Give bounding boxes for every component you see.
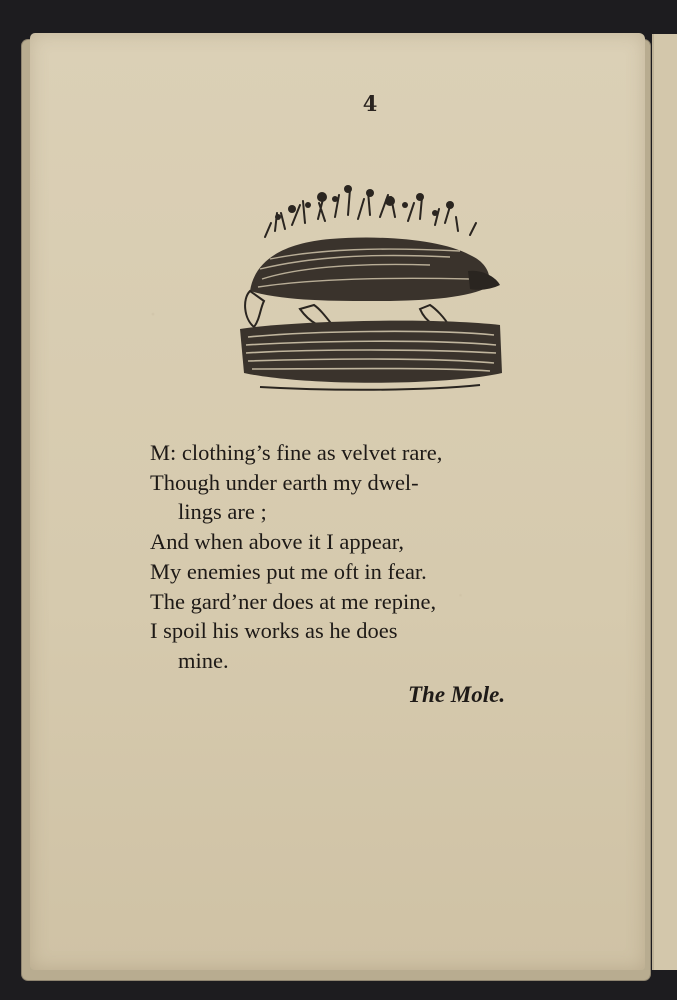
mole-woodcut-icon (230, 159, 510, 399)
poem-line: I spoil his works as he does (150, 618, 398, 644)
poem-line: My enemies put me oft in fear. (150, 558, 427, 584)
poem-line: mine. (178, 647, 229, 673)
book-page (30, 33, 645, 970)
poem-line: Though under earth my dwel- (150, 469, 419, 495)
poem-text (150, 438, 590, 676)
poem-caption: The Mole. (408, 682, 506, 707)
poem-line: lings are ; (178, 499, 267, 525)
poem-line: The gard’ner does at me repine, (150, 588, 437, 614)
poem-line: And when above it I appear, (150, 529, 405, 555)
adjacent-page-edge (652, 34, 677, 970)
page-number: 4 (362, 91, 378, 116)
poem-line: M: clothing’s fine as velvet rare, (150, 440, 443, 465)
